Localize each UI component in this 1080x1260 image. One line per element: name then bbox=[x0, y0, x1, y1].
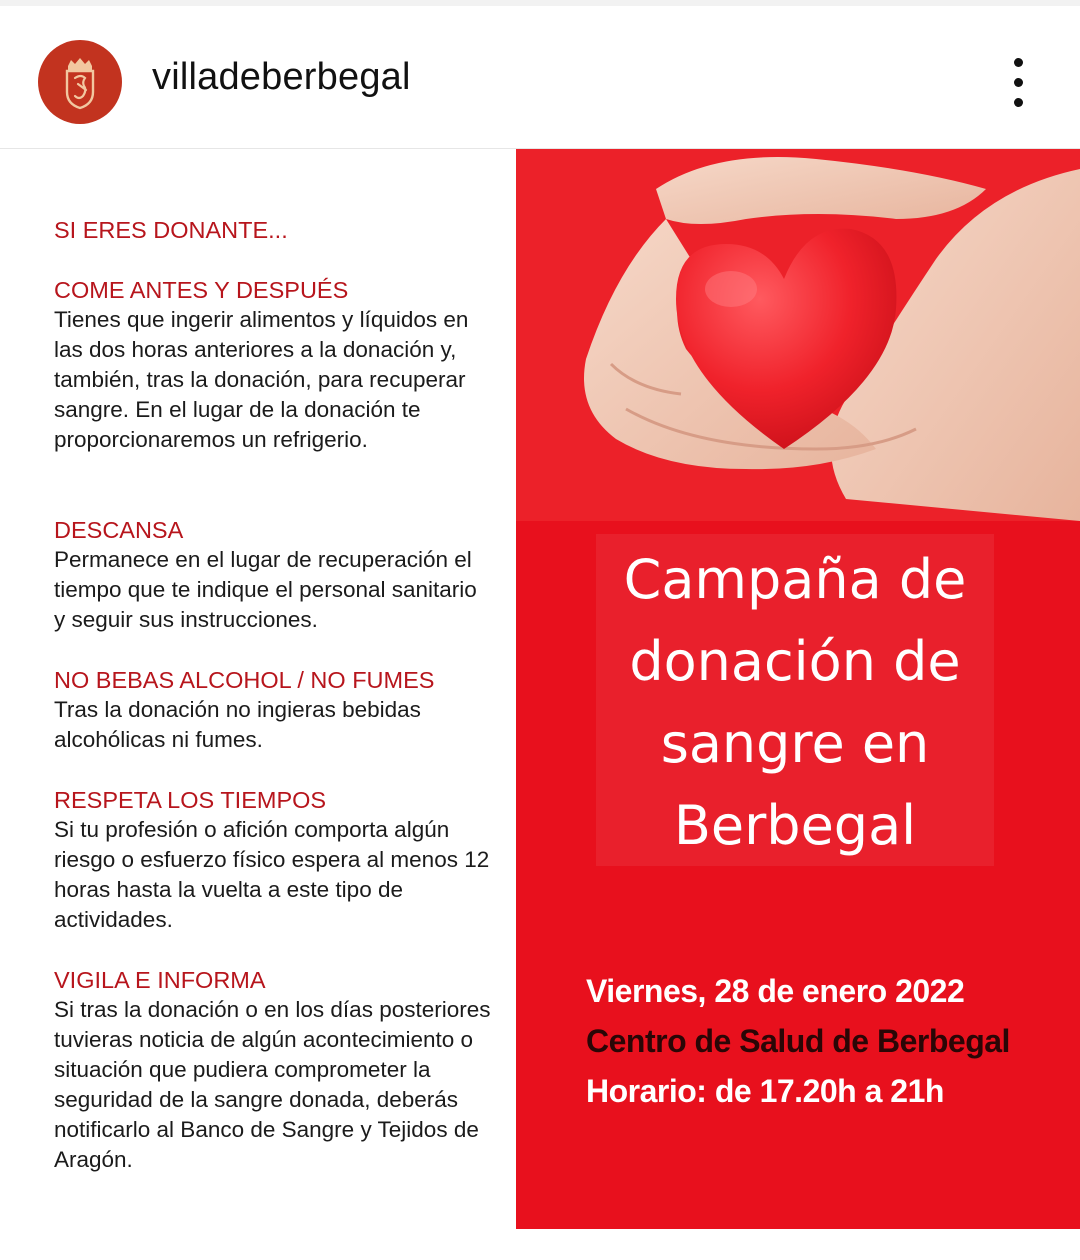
donor-tips-panel bbox=[0, 149, 516, 1229]
campaign-title: Campaña de donación de sangre en Berbegal bbox=[623, 548, 967, 857]
tip-title: RESPETA LOS TIEMPOS bbox=[54, 787, 327, 813]
tip-respect-times bbox=[54, 785, 494, 935]
post-header bbox=[0, 6, 1080, 149]
tip-no-alcohol bbox=[54, 665, 494, 755]
tip-text: Si tras la donación o en los días posteriores tuvieras noticia de algún acontecimiento o situación que pudiera comprometer la seguridad de la sangre donada, deberás notificarlo al Banco de Sangre y Tejidos de Aragón. bbox=[54, 997, 491, 1172]
event-place: Centro de Salud de Berbegal bbox=[586, 1023, 1010, 1059]
intro-heading: SI ERES DONANTE... bbox=[54, 217, 288, 243]
tip-rest bbox=[54, 515, 494, 635]
post-image[interactable] bbox=[0, 149, 1080, 1229]
hands-holding-heart-icon bbox=[516, 149, 1080, 521]
avatar[interactable] bbox=[38, 40, 122, 124]
tip-text: Permanece en el lugar de recuperación el tiempo que te indique el personal sanitario y seguir sus instrucciones. bbox=[54, 547, 477, 632]
event-hours: Horario: de 17.20h a 21h bbox=[586, 1073, 944, 1109]
event-date: Viernes, 28 de enero 2022 bbox=[586, 973, 965, 1009]
more-vertical-icon bbox=[1014, 58, 1023, 67]
tip-title: DESCANSA bbox=[54, 517, 184, 543]
tip-text: Si tu profesión o afición comporta algún riesgo o esfuerzo físico espera al menos 12 horas hasta la vuelta a este tipo de actividades. bbox=[54, 817, 490, 932]
tip-report bbox=[54, 965, 494, 1175]
tip-text: Tienes que ingerir alimentos y líquidos en las dos horas anteriores a la donación y, también, tras la donación, para recuperar sangre. En el lugar de la donación te proporcionaremos un refrigerio. bbox=[54, 307, 469, 452]
more-vertical-icon-dot bbox=[1014, 78, 1023, 87]
tip-title: COME ANTES Y DESPUÉS bbox=[54, 277, 349, 303]
account-username[interactable]: villadeberbegal bbox=[152, 56, 411, 98]
campaign-panel bbox=[516, 149, 1080, 1229]
tip-title: NO BEBAS ALCOHOL / NO FUMES bbox=[54, 667, 435, 693]
intro-block bbox=[54, 215, 494, 245]
municipal-coat-of-arms-icon bbox=[38, 40, 122, 124]
tip-eat bbox=[54, 275, 494, 455]
more-options-button[interactable] bbox=[1000, 52, 1038, 112]
more-vertical-icon-dot bbox=[1014, 98, 1023, 107]
tip-title: VIGILA E INFORMA bbox=[54, 967, 266, 993]
tip-text: Tras la donación no ingieras bebidas alcohólicas ni fumes. bbox=[54, 697, 421, 752]
